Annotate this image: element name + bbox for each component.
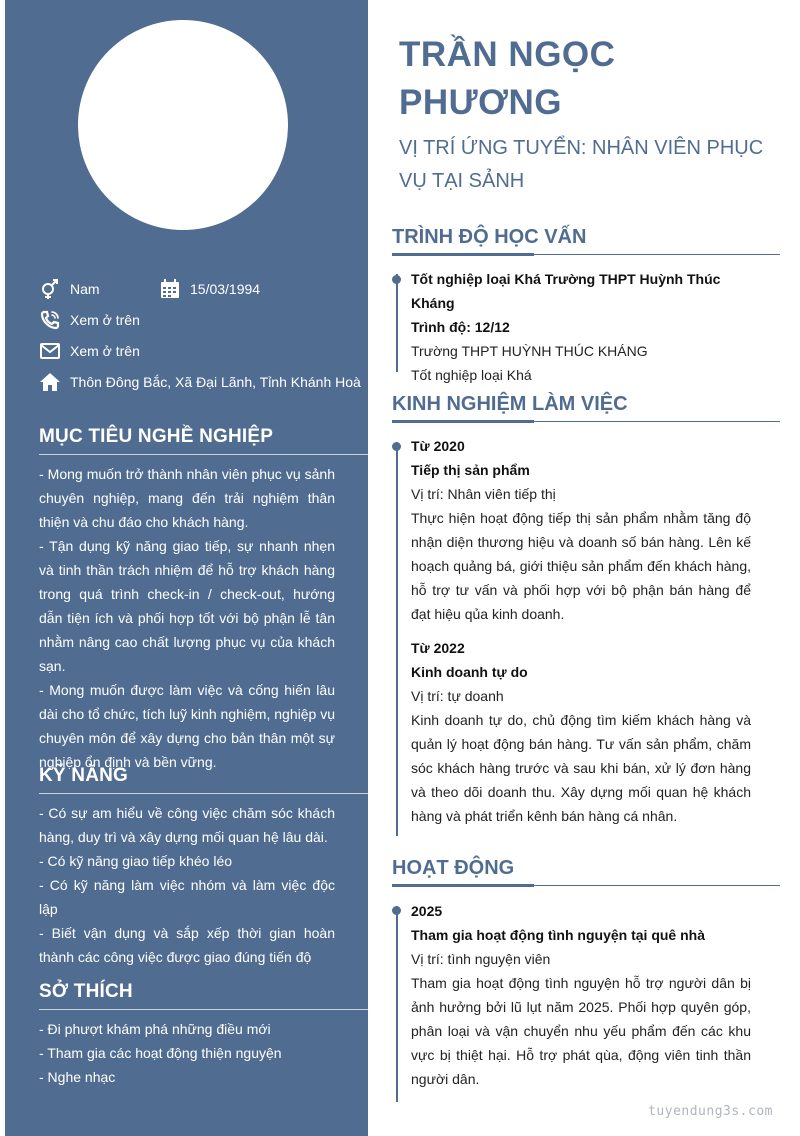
section-divider-accent (392, 253, 534, 256)
phone-icon (39, 309, 61, 331)
phone-value: Xem ở trên (70, 312, 140, 328)
hobby-item: - Đi phượt khám phá những điều mới (39, 1021, 271, 1037)
skills-title: KỸ NĂNG (39, 765, 368, 794)
skill-item: - Có kỹ năng giao tiếp khéo léo (39, 853, 233, 869)
objective-paragraph: - Mong muốn trở thành nhân viên phục vụ sảnh chuyên nghiệp, mang đến trải nghiệm thân thiện và chu đáo cho khách hàng. (39, 466, 335, 530)
education-entry (411, 267, 751, 387)
activity-year: 2025 (411, 903, 443, 919)
objective-title: MỤC TIÊU NGHỀ NGHIỆP (39, 426, 368, 455)
hobby-item: - Nghe nhạc (39, 1069, 116, 1085)
activities-section-title (392, 857, 780, 886)
activity-role: Vị trí: tình nguyện viên (411, 951, 551, 967)
email-value: Xem ở trên (70, 343, 140, 359)
timeline-dot (392, 275, 401, 284)
timeline-dot (392, 442, 401, 451)
timeline-dot (392, 906, 401, 915)
calendar-icon (159, 278, 181, 300)
skills-body (39, 801, 335, 969)
activity-description: Tham gia hoạt động tình nguyện hỗ trợ người dân bị ảnh hưởng bởi lũ lụt năm 2025. Phối hợp quyên góp, phân loại và vận chuyển nhu yếu phẩm đến các khu vực bị thiệt hại. Hỗ trợ phát qùa, động viên tinh thần người dân. (411, 975, 751, 1087)
activities-title-text: HOẠT ĐỘNG (392, 857, 515, 879)
section-divider-accent (392, 420, 534, 423)
hobbies-body (39, 1017, 335, 1089)
avatar (78, 20, 288, 230)
section-divider-accent (392, 884, 534, 887)
skill-item: - Có sự am hiểu về công việc chăm sóc khách hàng, duy trì và xây dựng mối quan hệ lâu dài. (39, 805, 335, 845)
activities-timeline (396, 906, 398, 1102)
experience-entry (411, 434, 751, 626)
candidate-name: TRẦN NGỌC PHƯƠNG (399, 35, 616, 122)
email-icon (39, 340, 61, 362)
experience-entry (411, 636, 751, 828)
skill-item: - Biết vận dụng và sắp xếp thời gian hoàn thành các công việc được giao đúng tiến độ (39, 925, 335, 965)
activity-heading: Tham gia hoạt động tình nguyện tại quê nhà (411, 927, 705, 943)
hobby-item: - Tham gia các hoạt động thiện nguyện (39, 1045, 282, 1061)
experience-role: Vị trí: tự doanh (411, 688, 504, 704)
experience-description: Kinh doanh tự do, chủ động tìm kiếm khách hàng và quản lý hoạt động bán hàng. Tư vấn sản phẩm, chăm sóc khách hàng trước và sau khi bán, xử lý đơn hàng và theo dõi doanh thu. Xây dựng mối quan hệ khách hàng và phát triển kênh bán hàng cá nhân. (411, 712, 751, 824)
gender-icon (39, 278, 61, 300)
contact-gender (39, 278, 100, 300)
experience-company: Kinh doanh tự do (411, 664, 528, 680)
experience-description: Thực hiện hoạt động tiếp thị sản phẩm nhằm tăng độ nhận diện thương hiệu và doanh số bán hàng. Lên kế hoạch quảng bá, giới thiệu sản phẩm đến khách hàng, hỗ trợ tư vấn và phối hợp với bộ phận bán hàng để đạt hiệu qủa kinh doanh. (411, 510, 751, 622)
experience-title-text: KINH NGHIỆM LÀM VIỆC (392, 393, 628, 415)
objective-body (39, 462, 335, 774)
education-grade: Tốt nghiệp loại Khá (411, 367, 532, 383)
education-school: Trường THPT HUỲNH THÚC KHÁNG (411, 343, 648, 359)
watermark: tuyendung3s.com (648, 1104, 773, 1119)
experience-period: Từ 2022 (411, 640, 465, 656)
experience-period: Từ 2020 (411, 438, 465, 454)
education-heading: Tốt nghiệp loại Khá Trường THPT Huỳnh Thúc Kháng (411, 271, 721, 311)
address-value: Thôn Đông Bắc, Xã Đại Lãnh, Tỉnh Khánh Hoà (70, 374, 361, 390)
skill-item: - Có kỹ năng làm việc nhóm và làm việc độc lập (39, 877, 335, 917)
hobbies-title: SỞ THÍCH (39, 981, 368, 1010)
objective-paragraph: - Mong muốn được làm việc và cống hiến lâu dài cho tổ chức, tích luỹ kinh nghiệm, nghiệp vụ chuyên môn để xây dựng cho bản thân một sự nghiệp ổn định và bền vững. (39, 682, 335, 770)
contact-dob (159, 278, 260, 300)
home-icon (39, 371, 61, 393)
education-title-text: TRÌNH ĐỘ HỌC VẤN (392, 226, 587, 248)
applied-position: VỊ TRÍ ỨNG TUYỂN: NHÂN VIÊN PHỤC VỤ TẠI SẢNH (399, 137, 764, 192)
contact-phone (39, 309, 140, 331)
experience-section-title (392, 393, 780, 422)
gender-value: Nam (70, 281, 100, 297)
main-column (368, 0, 800, 1136)
experience-company: Tiếp thị sản phẩm (411, 462, 530, 478)
education-timeline (396, 274, 398, 372)
activity-entry (411, 899, 751, 1091)
education-section-title (392, 226, 780, 255)
experience-role: Vị trí: Nhân viên tiếp thị (411, 486, 556, 502)
sidebar (5, 0, 368, 1136)
experience-timeline (396, 442, 398, 836)
education-level: Trình độ: 12/12 (411, 319, 510, 335)
contact-email (39, 340, 140, 362)
dob-value: 15/03/1994 (190, 281, 261, 297)
objective-paragraph: - Tận dụng kỹ năng giao tiếp, sự nhanh nhẹn và tinh thần trách nhiệm để hỗ trợ khách hàng trong quá trình check-in / check-out, hướng dẫn tiện ích và phối hợp tốt với bộ phận lễ tân nhằm nâng cao chất lượng phục vụ của khách sạn. (39, 538, 335, 674)
contact-address (39, 371, 361, 393)
